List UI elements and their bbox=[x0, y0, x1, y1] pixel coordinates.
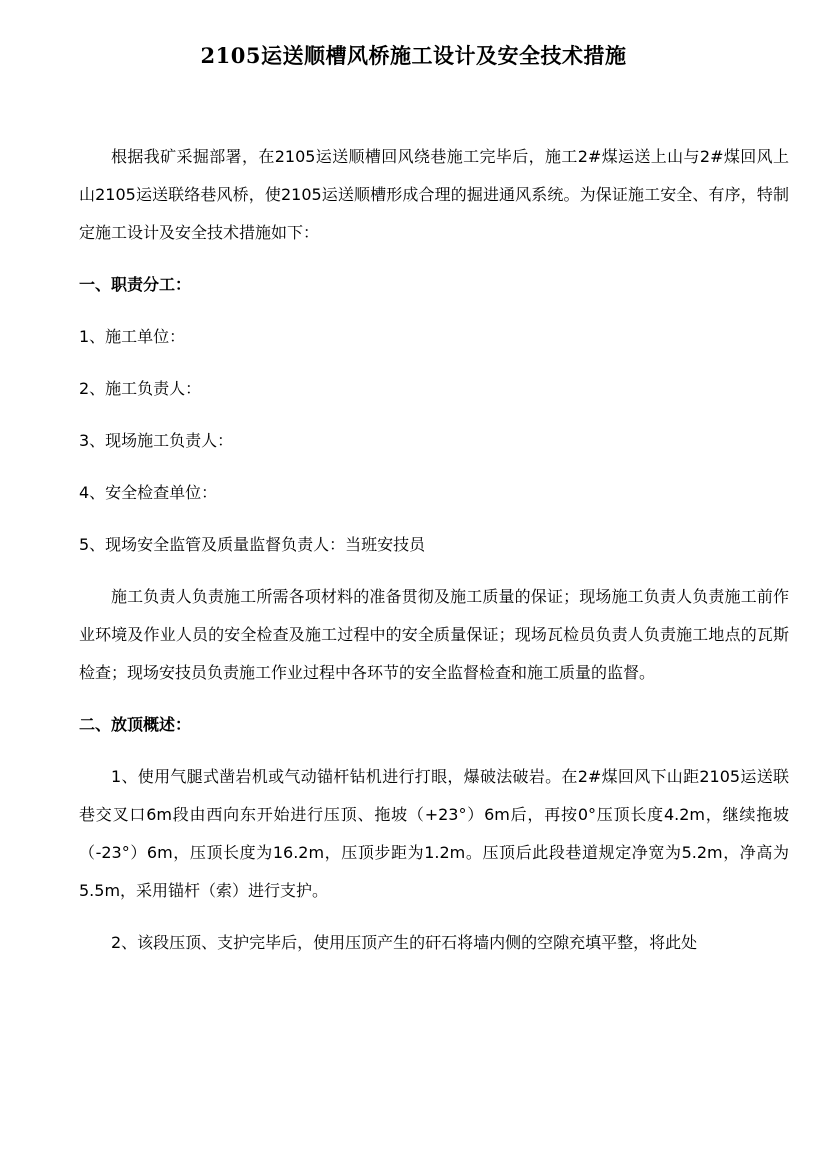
roof-paragraph-2: 2、该段压顶、支护完毕后，使用压顶产生的矸石将墙内侧的空隙充填平整，将此处 bbox=[111, 933, 698, 952]
roof-paragraph-1: 1、使用气腿式凿岩机或气动锚杆钻机进行打眼，爆破法破岩。在2#煤回风下山距2105运送联巷交叉口6m段由西向东开始进行压顶、拖坡（+23°）6m后，再按0°压顶长度4.2m，继续拖坡（-23°）6m，压顶长度为16.2m，压顶步距为1.2m。压顶后此段巷道规定净宽为5.2m，净高为5.5m，采用锚杆（索）进行支护。 bbox=[79, 767, 789, 900]
intro-paragraph: 根据我矿采掘部署，在2105运送顺槽回风绕巷施工完毕后，施工2#煤运送上山与2#煤回风上山2105运送联络巷风桥，使2105运送顺槽形成合理的掘进通风系统。为保证施工安全、有序，特制定施工设计及安全技术措施如下： bbox=[79, 147, 789, 242]
list-item-site-lead: 3、现场施工负责人： bbox=[79, 431, 234, 450]
section-heading-roof-overview: 二、放顶概述： bbox=[79, 715, 192, 734]
list-item-construction-lead: 2、施工负责人： bbox=[79, 379, 202, 398]
list-item-safety-supervisor: 5、现场安全监管及质量监督负责人：当班安技员 bbox=[79, 535, 426, 554]
duties-paragraph: 施工负责人负责施工所需各项材料的准备贯彻及施工质量的保证；现场施工负责人负责施工前作业环境及作业人员的安全检查及施工过程中的安全质量保证；现场瓦检员负责人负责施工地点的瓦斯检查；现场安技员负责施工作业过程中各环节的安全监督检查和施工质量的监督。 bbox=[79, 587, 789, 682]
document-title: 2105运送顺槽风桥施工设计及安全技术措施 bbox=[200, 43, 627, 68]
list-item-safety-unit: 4、安全检查单位： bbox=[79, 483, 218, 502]
section-heading-responsibilities: 一、职责分工： bbox=[79, 275, 192, 294]
document-body bbox=[79, 138, 789, 962]
list-item-construction-unit: 1、施工单位： bbox=[79, 327, 186, 346]
